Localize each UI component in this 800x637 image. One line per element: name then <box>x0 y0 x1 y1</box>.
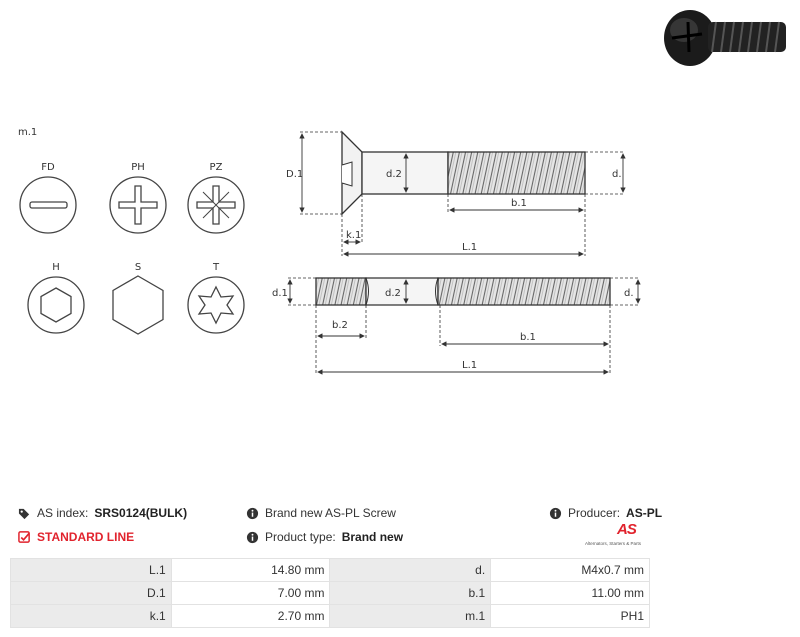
section-label: m.1 <box>18 127 38 138</box>
stud-drawing <box>272 278 640 374</box>
screw-countersunk-drawing <box>286 132 625 256</box>
product-info <box>0 500 800 556</box>
svg-text:k.1: k.1 <box>346 230 362 241</box>
phillips-drive-icon <box>110 177 166 233</box>
product-type-value: Brand new <box>341 530 404 544</box>
screw-photo <box>664 10 786 66</box>
as-pl-logo: AS Alternators, Starters & Parts <box>585 521 642 546</box>
drive-label-pz: PZ <box>209 162 223 173</box>
pozidriv-drive-icon <box>188 177 244 233</box>
checkbox-checked-icon <box>18 531 31 544</box>
drive-label-ph: PH <box>131 162 145 173</box>
table-row: k.1 2.70 mm m.1 PH1 <box>11 605 650 628</box>
svg-text:b.2: b.2 <box>332 320 348 331</box>
torx-drive-icon <box>188 277 244 333</box>
table-row: D.1 7.00 mm b.1 11.00 mm <box>11 582 650 605</box>
drive-label-h: H <box>52 262 60 273</box>
hex-head-drive-icon <box>113 276 163 334</box>
svg-text:D.1: D.1 <box>286 169 304 180</box>
spec-table <box>10 558 650 628</box>
drive-label-fd: FD <box>41 162 55 173</box>
product-type: Product type: Brand new <box>246 530 403 544</box>
svg-text:d.2: d.2 <box>385 288 401 299</box>
svg-text:d.: d. <box>624 288 634 299</box>
svg-text:d.1: d.1 <box>272 288 288 299</box>
hex-socket-drive-icon <box>28 277 84 333</box>
svg-text:L.1: L.1 <box>462 242 478 253</box>
table-row: L.1 14.80 mm d. M4x0.7 mm <box>11 559 650 582</box>
drive-label-t: T <box>212 262 220 273</box>
tags-icon <box>18 507 31 520</box>
svg-text:b.1: b.1 <box>511 198 527 209</box>
producer: Producer: AS-PL <box>549 506 662 520</box>
info-icon <box>549 507 562 520</box>
description: Brand new AS-PL Screw <box>246 506 396 520</box>
svg-text:b.1: b.1 <box>520 332 536 343</box>
svg-text:d.2: d.2 <box>386 169 402 180</box>
producer-value: AS-PL <box>626 506 663 520</box>
svg-text:d.: d. <box>612 169 622 180</box>
as-index: AS index: SRS0124(BULK) <box>18 506 187 520</box>
as-index-value: SRS0124(BULK) <box>94 506 188 520</box>
drive-label-s: S <box>134 262 142 273</box>
svg-text:L.1: L.1 <box>462 360 478 371</box>
info-icon <box>246 507 259 520</box>
flat-slot-drive-icon <box>20 177 76 233</box>
standard-line: STANDARD LINE <box>18 530 134 544</box>
info-icon <box>246 531 259 544</box>
